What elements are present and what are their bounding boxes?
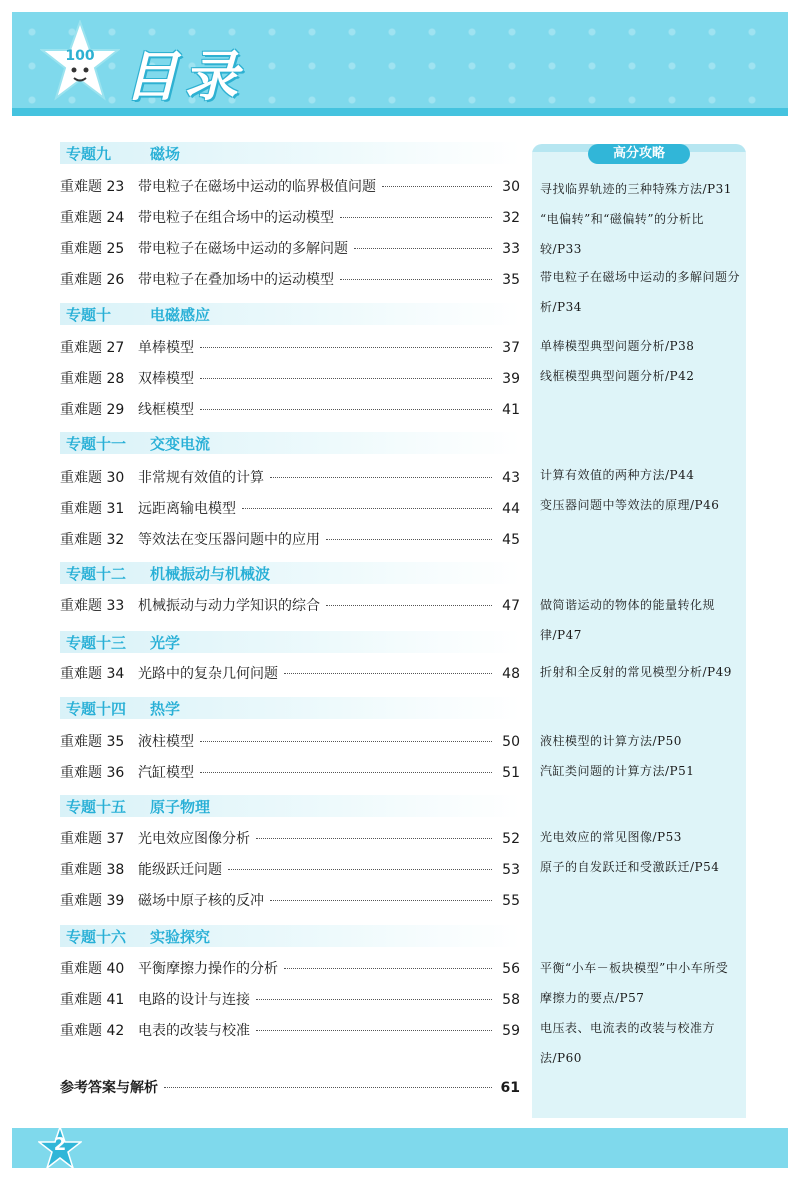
section-label: 专题十二 [66, 564, 127, 583]
row-page: 41 [502, 402, 520, 418]
row-page: 53 [502, 862, 520, 878]
toc-row[interactable] [60, 762, 520, 784]
toc-row[interactable] [60, 859, 520, 881]
section-title: 原子物理 [150, 797, 211, 816]
dot-leader [340, 217, 492, 218]
row-title: 电表的改装与校准 [138, 1023, 250, 1039]
toc-row[interactable] [60, 238, 520, 260]
toc-row[interactable] [60, 176, 520, 198]
section-heading [60, 697, 520, 719]
dot-leader [382, 186, 492, 187]
row-title: 单棒模型 [138, 340, 194, 356]
row-page: 59 [502, 1023, 520, 1039]
section-title: 机械振动与机械波 [150, 564, 271, 583]
dot-leader [284, 968, 492, 969]
dot-leader [326, 605, 492, 606]
row-number: 重难题 23 [60, 179, 125, 195]
dot-leader [164, 1087, 492, 1088]
tip-item[interactable]: 液柱模型的计算方法/P50 [540, 734, 682, 748]
section-heading [60, 795, 520, 817]
row-page: 45 [502, 532, 520, 548]
row-title: 汽缸模型 [138, 765, 194, 781]
row-page: 33 [502, 241, 520, 257]
toc-row[interactable] [60, 368, 520, 390]
toc-row[interactable] [60, 337, 520, 359]
dot-leader [242, 508, 492, 509]
row-page: 44 [502, 501, 520, 517]
row-title: 线框模型 [138, 402, 194, 418]
section-title: 磁场 [150, 144, 181, 163]
tip-item[interactable]: 电压表、电流表的改装与校准方法/P60 [540, 1021, 716, 1065]
dot-leader [256, 838, 492, 839]
toc-row[interactable] [60, 529, 520, 551]
section-label: 专题十四 [66, 699, 127, 718]
row-title: 等效法在变压器问题中的应用 [138, 532, 320, 548]
tip-item[interactable]: 带电粒子在磁场中运动的多解问题分析/P34 [540, 270, 741, 314]
row-title: 平衡摩擦力操作的分析 [138, 961, 278, 977]
dot-leader [326, 539, 492, 540]
row-number: 重难题 30 [60, 470, 125, 486]
row-title: 带电粒子在叠加场中的运动模型 [138, 272, 334, 288]
row-title: 光电效应图像分析 [138, 831, 250, 847]
tip-item[interactable]: 光电效应的常见图像/P53 [540, 830, 682, 844]
row-title: 液柱模型 [138, 734, 194, 750]
tips-header: 高分攻略 [588, 144, 690, 164]
row-number: 重难题 33 [60, 598, 125, 614]
dot-leader [200, 772, 492, 773]
toc-row[interactable] [60, 989, 520, 1011]
row-title: 带电粒子在磁场中运动的临界极值问题 [138, 179, 376, 195]
section-title: 光学 [150, 633, 181, 652]
row-number: 重难题 26 [60, 272, 125, 288]
answers-title: 参考答案与解析 [60, 1080, 158, 1096]
row-number: 重难题 29 [60, 402, 125, 418]
tip-item[interactable]: 线框模型典型问题分析/P42 [540, 369, 695, 383]
row-title: 非常规有效值的计算 [138, 470, 264, 486]
toc-row[interactable] [60, 1020, 520, 1042]
dot-leader [270, 900, 492, 901]
row-title: 双棒模型 [138, 371, 194, 387]
toc-row[interactable] [60, 828, 520, 850]
row-title: 带电粒子在磁场中运动的多解问题 [138, 241, 348, 257]
toc-row[interactable] [60, 958, 520, 980]
page-title: 目录 [124, 45, 244, 108]
row-number: 重难题 32 [60, 532, 125, 548]
section-title: 热学 [150, 699, 181, 718]
row-number: 重难题 41 [60, 992, 125, 1008]
section-heading [60, 142, 520, 164]
tip-item[interactable]: 变压器问题中等效法的原理/P46 [540, 498, 720, 512]
section-label: 专题十三 [66, 633, 127, 652]
row-page: 30 [502, 179, 520, 195]
row-page: 51 [502, 765, 520, 781]
toc-row[interactable] [60, 207, 520, 229]
row-title: 能级跃迁问题 [138, 862, 222, 878]
row-number: 重难题 25 [60, 241, 125, 257]
row-page: 50 [502, 734, 520, 750]
tip-item[interactable]: 汽缸类问题的计算方法/P51 [540, 764, 695, 778]
section-label: 专题十 [66, 305, 112, 324]
section-heading [60, 303, 520, 325]
row-number: 重难题 36 [60, 765, 125, 781]
row-page: 48 [502, 666, 520, 682]
row-number: 重难题 31 [60, 501, 125, 517]
tip-item[interactable]: 原子的自发跃迁和受激跃迁/P54 [540, 860, 720, 874]
star-mascot-icon [40, 20, 120, 106]
toc-row[interactable] [60, 663, 520, 685]
row-number: 重难题 37 [60, 831, 125, 847]
dot-leader [284, 673, 492, 674]
toc-row[interactable] [60, 498, 520, 520]
toc-row[interactable] [60, 399, 520, 421]
dot-leader [200, 409, 492, 410]
row-title: 远距离输电模型 [138, 501, 236, 517]
tip-item[interactable]: 做简谐运动的物体的能量转化规律/P47 [540, 598, 716, 642]
row-number: 重难题 42 [60, 1023, 125, 1039]
tip-item[interactable]: 单棒模型典型问题分析/P38 [540, 339, 695, 353]
section-title: 交变电流 [150, 434, 211, 453]
section-label: 专题十一 [66, 434, 127, 453]
row-title: 光路中的复杂几何问题 [138, 666, 278, 682]
dot-leader [256, 999, 492, 1000]
row-page: 32 [502, 210, 520, 226]
section-label: 专题十六 [66, 927, 127, 946]
row-page: 55 [502, 893, 520, 909]
row-number: 重难题 27 [60, 340, 125, 356]
dot-leader [200, 347, 492, 348]
tip-item[interactable]: 寻找临界轨迹的三种特殊方法/P31 [540, 182, 732, 196]
dot-leader [354, 248, 492, 249]
row-number: 重难题 40 [60, 961, 125, 977]
row-page: 37 [502, 340, 520, 356]
row-page: 47 [502, 598, 520, 614]
row-page: 58 [502, 992, 520, 1008]
row-number: 重难题 34 [60, 666, 125, 682]
section-title: 电磁感应 [150, 305, 211, 324]
row-number: 重难题 35 [60, 734, 125, 750]
toc-row[interactable] [60, 890, 520, 912]
row-title: 电路的设计与连接 [138, 992, 250, 1008]
dot-leader [340, 279, 492, 280]
dot-leader [200, 741, 492, 742]
row-title: 机械振动与动力学知识的综合 [138, 598, 320, 614]
section-heading [60, 925, 520, 947]
row-number: 重难题 24 [60, 210, 125, 226]
section-label: 专题十五 [66, 797, 127, 816]
row-number: 重难题 28 [60, 371, 125, 387]
page-number: 2 [53, 1134, 67, 1155]
row-number: 重难题 39 [60, 893, 125, 909]
dot-leader [256, 1030, 492, 1031]
tip-item[interactable]: 折射和全反射的常见模型分析/P49 [540, 665, 732, 679]
row-title: 带电粒子在组合场中的运动模型 [138, 210, 334, 226]
row-title: 磁场中原子核的反冲 [138, 893, 264, 909]
section-heading [60, 432, 520, 454]
row-page: 43 [502, 470, 520, 486]
toc-row[interactable] [60, 467, 520, 489]
dot-leader [200, 378, 492, 379]
row-page: 39 [502, 371, 520, 387]
section-title: 实验探究 [150, 927, 211, 946]
dot-leader [228, 869, 492, 870]
svg-text:100: 100 [65, 48, 95, 64]
section-label: 专题九 [66, 144, 112, 163]
section-heading [60, 562, 520, 584]
answers-row[interactable] [60, 1077, 520, 1099]
row-page: 52 [502, 831, 520, 847]
row-page: 35 [502, 272, 520, 288]
tip-item[interactable]: 平衡“小车－板块模型”中小车所受摩擦力的要点/P57 [540, 961, 729, 1005]
row-number: 重难题 38 [60, 862, 125, 878]
answers-page: 61 [500, 1080, 520, 1096]
section-heading [60, 631, 520, 653]
footer-banner [12, 1128, 788, 1168]
tip-item[interactable]: “电偏转”和“磁偏转”的分析比较/P33 [540, 212, 705, 256]
tip-item[interactable]: 计算有效值的两种方法/P44 [540, 468, 695, 482]
toc-row[interactable] [60, 269, 520, 291]
row-page: 56 [502, 961, 520, 977]
toc-row[interactable] [60, 595, 520, 617]
dot-leader [270, 477, 492, 478]
toc-row[interactable] [60, 731, 520, 753]
